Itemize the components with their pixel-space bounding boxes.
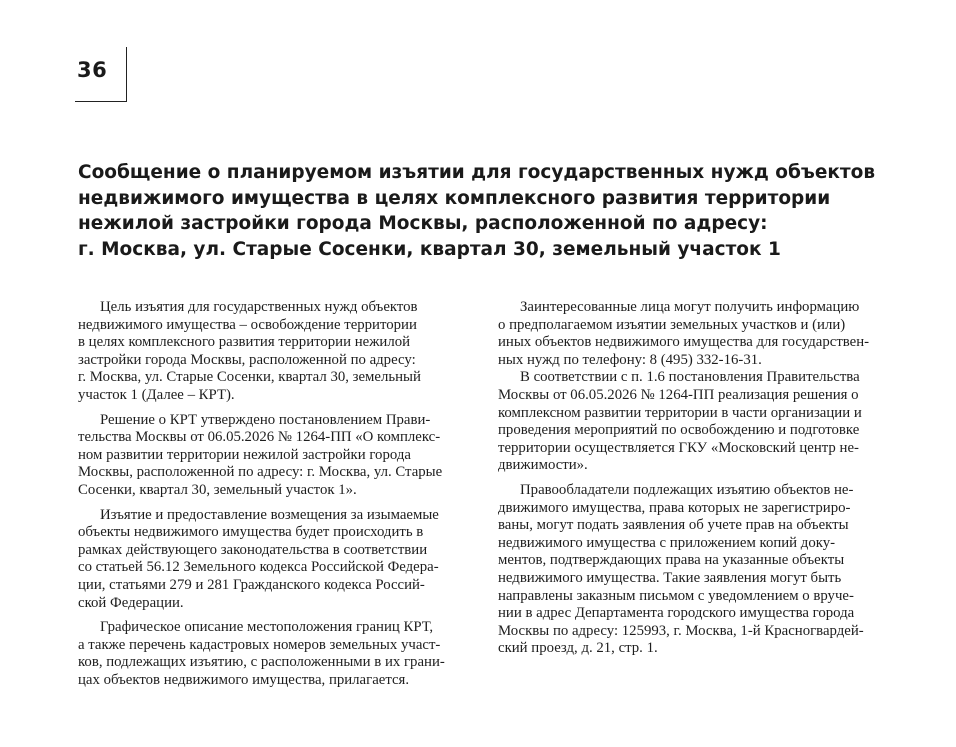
text-line: ментов, подтверждающих права на указанные объекты: [498, 552, 845, 569]
text-line: ской Федерации.: [78, 594, 184, 611]
text-line: ных нужд по телефону: 8 (495) 332-16-31.: [498, 351, 762, 368]
text-line: со статьей 56.12 Земельного кодекса Российской Федера-: [78, 559, 439, 576]
page-number: 36: [77, 58, 108, 82]
text-line: ский проезд, д. 21, стр. 1.: [498, 640, 658, 657]
text-line: движимости».: [498, 457, 588, 474]
text-line: рамках действующего законодательства в соответствии: [78, 541, 428, 558]
text-line: Москвы, расположенной по адресу: г. Москва, ул. Старые: [78, 464, 443, 481]
paragraph-responsible-agency: [498, 369, 896, 475]
text-line: Москвы от 06.05.2026 № 1264-ПП реализация решения о: [498, 386, 859, 403]
title-line: Сообщение о планируемом изъятии для государственных нужд объектов: [78, 162, 876, 183]
text-line: застройки города Москвы, расположенной по адресу:: [78, 351, 416, 368]
page-corner-rule-horizontal: [75, 101, 127, 102]
text-line: цах объектов недвижимого имущества, прилагается.: [78, 671, 410, 688]
text-line: Правообладатели подлежащих изъятию объектов не-: [520, 481, 854, 498]
text-line: территории осуществляется ГКУ «Московский центр не-: [498, 439, 859, 456]
text-line: недвижимого имущества. Такие заявления могут быть: [498, 569, 842, 586]
text-line: проведения мероприятий по освобождению и подготовке: [498, 422, 860, 439]
text-line: ции, статьями 279 и 281 Гражданского кодекса Россий-: [78, 576, 425, 593]
text-line: в целях комплексного развития территории нежилой: [78, 334, 411, 351]
page-corner-rule-vertical: [126, 47, 127, 102]
paragraph-graphic-description: [78, 619, 476, 689]
text-line: Решение о КРТ утверждено постановлением Прави-: [100, 411, 431, 428]
paragraph-decision: [78, 412, 476, 500]
text-line: участок 1 (Далее – КРТ).: [78, 386, 235, 403]
notice-title: [78, 160, 898, 262]
text-line: Цель изъятия для государственных нужд объектов: [100, 299, 418, 315]
title-line: недвижимого имущества в целях комплексного развития территории: [78, 187, 831, 209]
text-line: Графическое описание местоположения границ КРТ,: [100, 619, 434, 636]
paragraph-compensation: [78, 507, 476, 613]
text-line: иных объектов недвижимого имущества для государствен-: [498, 334, 870, 351]
text-line: нии в адрес Департамента городского имущества города: [498, 605, 855, 622]
text-line: комплексном развитии территории в части организации и: [498, 404, 862, 421]
right-column: [498, 299, 896, 658]
text-line: а также перечень кадастровых номеров земельных участ-: [78, 636, 441, 653]
text-line: ном развитии территории нежилой застройки города: [78, 446, 411, 463]
paragraph-purpose: [78, 299, 476, 405]
text-line: Сосенки, квартал 30, земельный участок 1».: [78, 481, 357, 498]
title-line: нежилой застройки города Москвы, расположенной по адресу:: [78, 213, 768, 234]
text-line: В соответствии с п. 1.6 постановления Правительства: [520, 369, 860, 386]
text-line: Изъятие и предоставление возмещения за изымаемые: [100, 506, 439, 523]
paragraph-contact: [498, 299, 896, 369]
left-column: [78, 299, 476, 689]
text-line: движимого имущества, права которых не зарегистриро-: [498, 499, 851, 516]
text-line: недвижимого имущества с приложением копий доку-: [498, 534, 836, 551]
text-line: о предполагаемом изъятии земельных участков и (или): [498, 316, 846, 333]
text-line: ваны, могут подать заявления об учете прав на объекты: [498, 517, 849, 534]
title-line: г. Москва, ул. Старые Сосенки, квартал 30, земельный участок 1: [78, 238, 781, 260]
text-line: объекты недвижимого имущества будет происходить в: [78, 524, 424, 541]
text-line: г. Москва, ул. Старые Сосенки, квартал 30, земельный: [78, 369, 421, 386]
text-line: направлены заказным письмом с уведомлением о вруче-: [498, 587, 854, 604]
text-line: ков, подлежащих изъятию, с расположенными в их грани-: [78, 654, 445, 671]
text-line: Москвы по адресу: 125993, г. Москва, 1-й Красногвардей-: [498, 622, 864, 639]
text-line: тельства Москвы от 06.05.2026 № 1264-ПП «О комплекс-: [78, 429, 441, 446]
paragraph-rights-holders: [498, 482, 896, 658]
text-line: недвижимого имущества – освобождение территории: [78, 316, 417, 333]
text-line: Заинтересованные лица могут получить информацию: [520, 299, 860, 315]
